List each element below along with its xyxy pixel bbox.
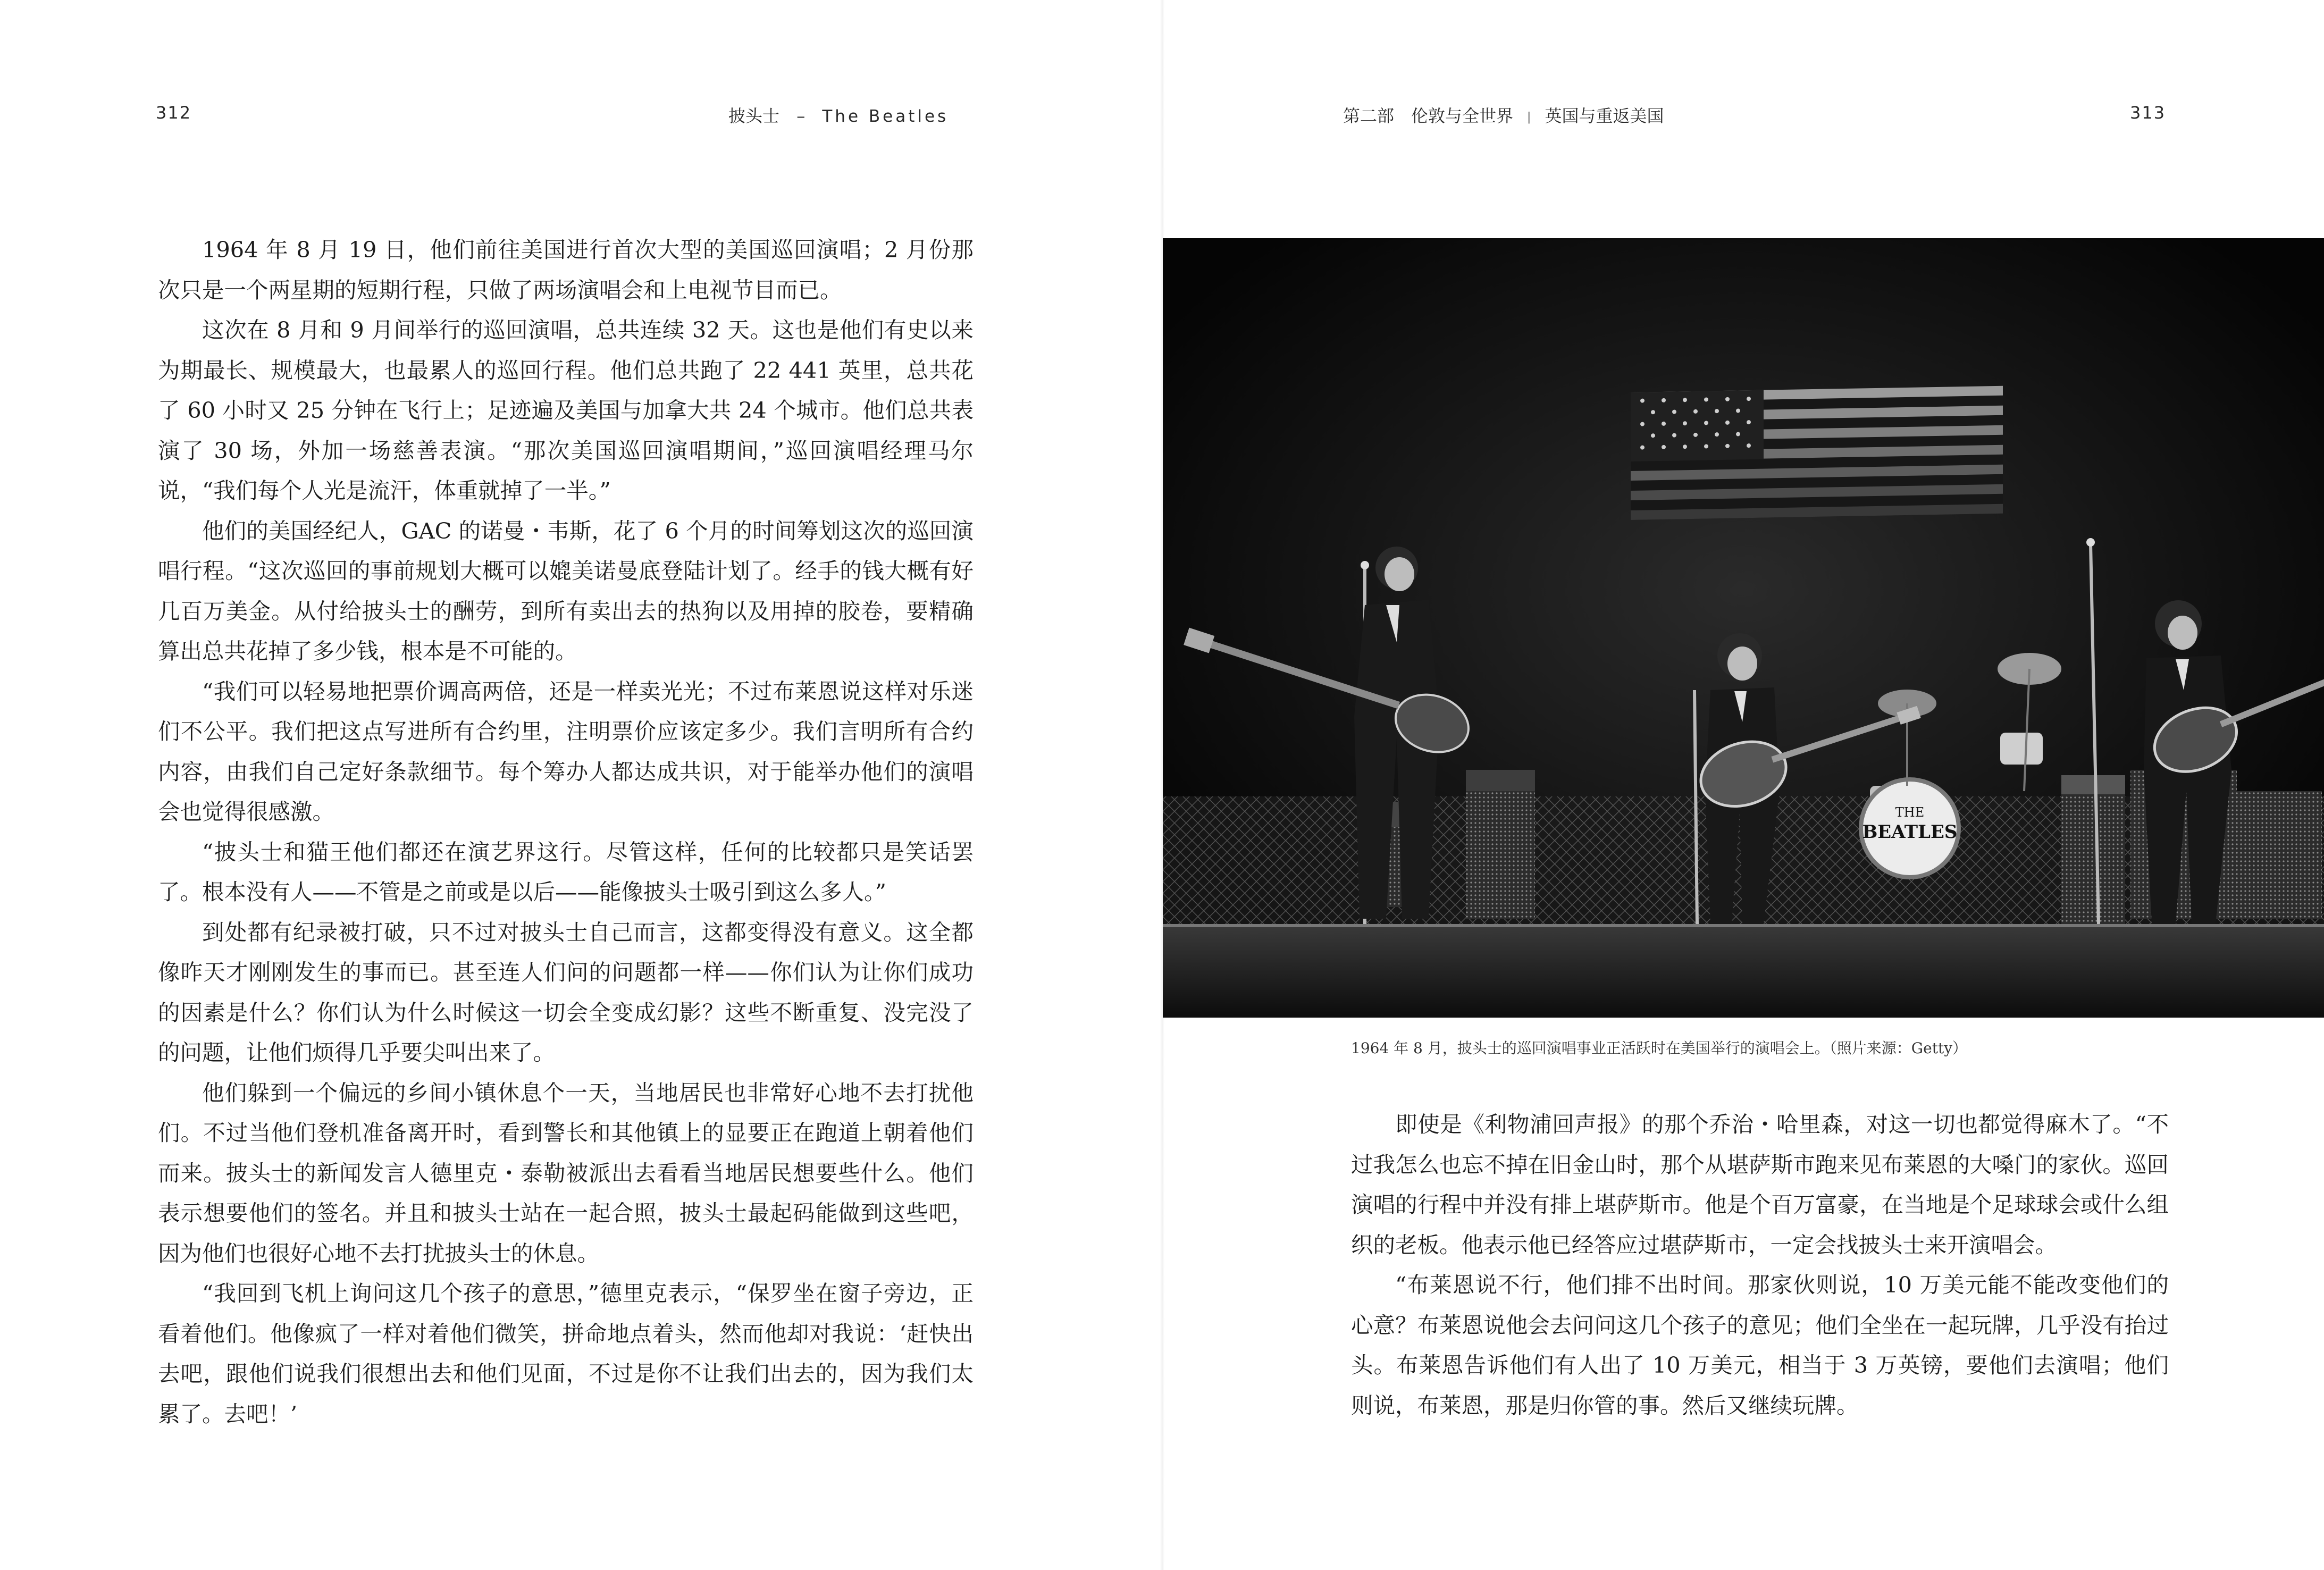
- photo-caption: 1964 年 8 月，披头士的巡回演唱事业正活跃时在美国举行的演唱会上。（照片来源：Getty）: [1351, 1039, 1968, 1057]
- drum-logo-beatles: BEATLES: [1862, 821, 1958, 843]
- paragraph: “我回到飞机上询问这几个孩子的意思，”德里克表示，“保罗坐在窗子旁边，正看着他们。他像疯了一样对着他们微笑，拼命地点着头，然而他却对我说：‘赶快出去吧，跟他们说我们很想出去和他们见面，不过是你不让我们出去的，因为我们太累了。去吧！’: [158, 1280, 974, 1427]
- paragraph: “布莱恩说不行，他们排不出时间。那家伙则说，10 万美元能不能改变他们的心意？布莱恩说他会去问问这几个孩子的意见；他们全坐在一起玩牌，几乎没有抬过头。布莱恩告诉他们有人出了 10 万美元，相当于 3 万英镑，要他们去演唱；他们则说，布莱恩，那是归你管的事。然后又继续玩牌。: [1351, 1272, 2169, 1418]
- right-page-number: 313: [2130, 103, 2166, 123]
- right-running-head: [1343, 103, 1664, 127]
- drum-logo-the: THE: [1895, 805, 1925, 820]
- right-body-text: [1351, 1104, 2169, 1425]
- running-head-subtitle: The Beatles: [822, 107, 949, 126]
- paragraph: 到处都有纪录被打破，只不过对披头士自己而言，这都变得没有意义。这全都像昨天才刚刚发生的事而已。甚至连人们问的问题都一样——你们认为让你们成功的因素是什么？你们认为什么时候这一切会全变成幻影？这些不断重复、没完没了的问题，让他们烦得几乎要尖叫出来了。: [158, 919, 974, 1065]
- flag-icon: [1631, 386, 2003, 520]
- paragraph: “披头士和猫王他们都还在演艺界这行。尽管这样，任何的比较都只是笑话罢了。根本没有人——不管是之前或是以后——能像披头士吸引到这么多人。”: [158, 838, 974, 905]
- running-head-part: 第二部 伦敦与全世界: [1343, 106, 1514, 126]
- concert-photo-illustration: [1163, 238, 2324, 1018]
- left-body-text: [158, 230, 974, 1434]
- paragraph: 这次在 8 月和 9 月间举行的巡回演唱，总共连续 32 天。这也是他们有史以来为期最长、规模最大，也最累人的巡回行程。他们总共跑了 22 441 英里，总共花了 60 小时又 25 分钟在飞行上；足迹遍及美国与加拿大共 24 个城市。他们总共表演了 30 场，外加一场慈善表演。“那次美国巡回演唱期间，”巡回演唱经理马尔说，“我们每个人光是流汗，体重就掉了一半。”: [158, 317, 974, 503]
- stage-edge: [1163, 924, 2324, 927]
- running-head-chapter: 英国与重返美国: [1545, 106, 1664, 126]
- stage-floor: [1163, 924, 2324, 1018]
- paragraph: 他们的美国经纪人，GAC 的诺曼・韦斯，花了 6 个月的时间筹划这次的巡回演唱行程。“这次巡回的事前规划大概可以媲美诺曼底登陆计划了。经手的钱大概有好几百万美金。从付给披头士的酬劳，到所有卖出去的热狗以及用掉的胶卷，要精确算出总共花掉了多少钱，根本是不可能的。: [158, 517, 974, 664]
- running-head-title: 披头士: [728, 106, 780, 126]
- left-running-head: [728, 103, 949, 127]
- paragraph: 1964 年 8 月 19 日，他们前往美国进行首次大型的美国巡回演唱；2 月份那次只是一个两星期的短期行程，只做了两场演唱会和上电视节目而已。: [158, 237, 974, 303]
- concert-photo: [1163, 238, 2324, 1018]
- left-page-number: 312: [156, 103, 192, 123]
- paragraph: “我们可以轻易地把票价调高两倍，还是一样卖光光；不过布莱恩说这样对乐迷们不公平。我们把这点写进所有合约里，注明票价应该定多少。我们言明所有合约内容，由我们自己定好条款细节。每个筹办人都达成共识，对于能举办他们的演唱会也觉得很感激。: [158, 678, 974, 825]
- running-head-separator: |: [1527, 111, 1531, 124]
- running-head-dash: –: [796, 106, 806, 126]
- paragraph: 他们躲到一个偏远的乡间小镇休息个一天，当地居民也非常好心地不去打扰他们。不过当他们登机准备离开时，看到警长和其他镇上的显要正在跑道上朝着他们而来。披头士的新闻发言人德里克・泰勒被派出去看看当地居民想要些什么。他们表示想要他们的签名。并且和披头士站在一起合照，披头士最起码能做到这些吧，因为他们也很好心地不去打扰披头士的休息。: [158, 1079, 974, 1266]
- paragraph: 即使是《利物浦回声报》的那个乔治・哈里森，对这一切也都觉得麻木了。“不过我怎么也忘不掉在旧金山时，那个从堪萨斯市跑来见布莱恩的大嗓门的家伙。巡回演唱的行程中并没有排上堪萨斯市。他是个百万富豪，在当地是个足球球会或什么组织的老板。他表示他已经答应过堪萨斯市，一定会找披头士来开演唱会。: [1351, 1111, 2169, 1258]
